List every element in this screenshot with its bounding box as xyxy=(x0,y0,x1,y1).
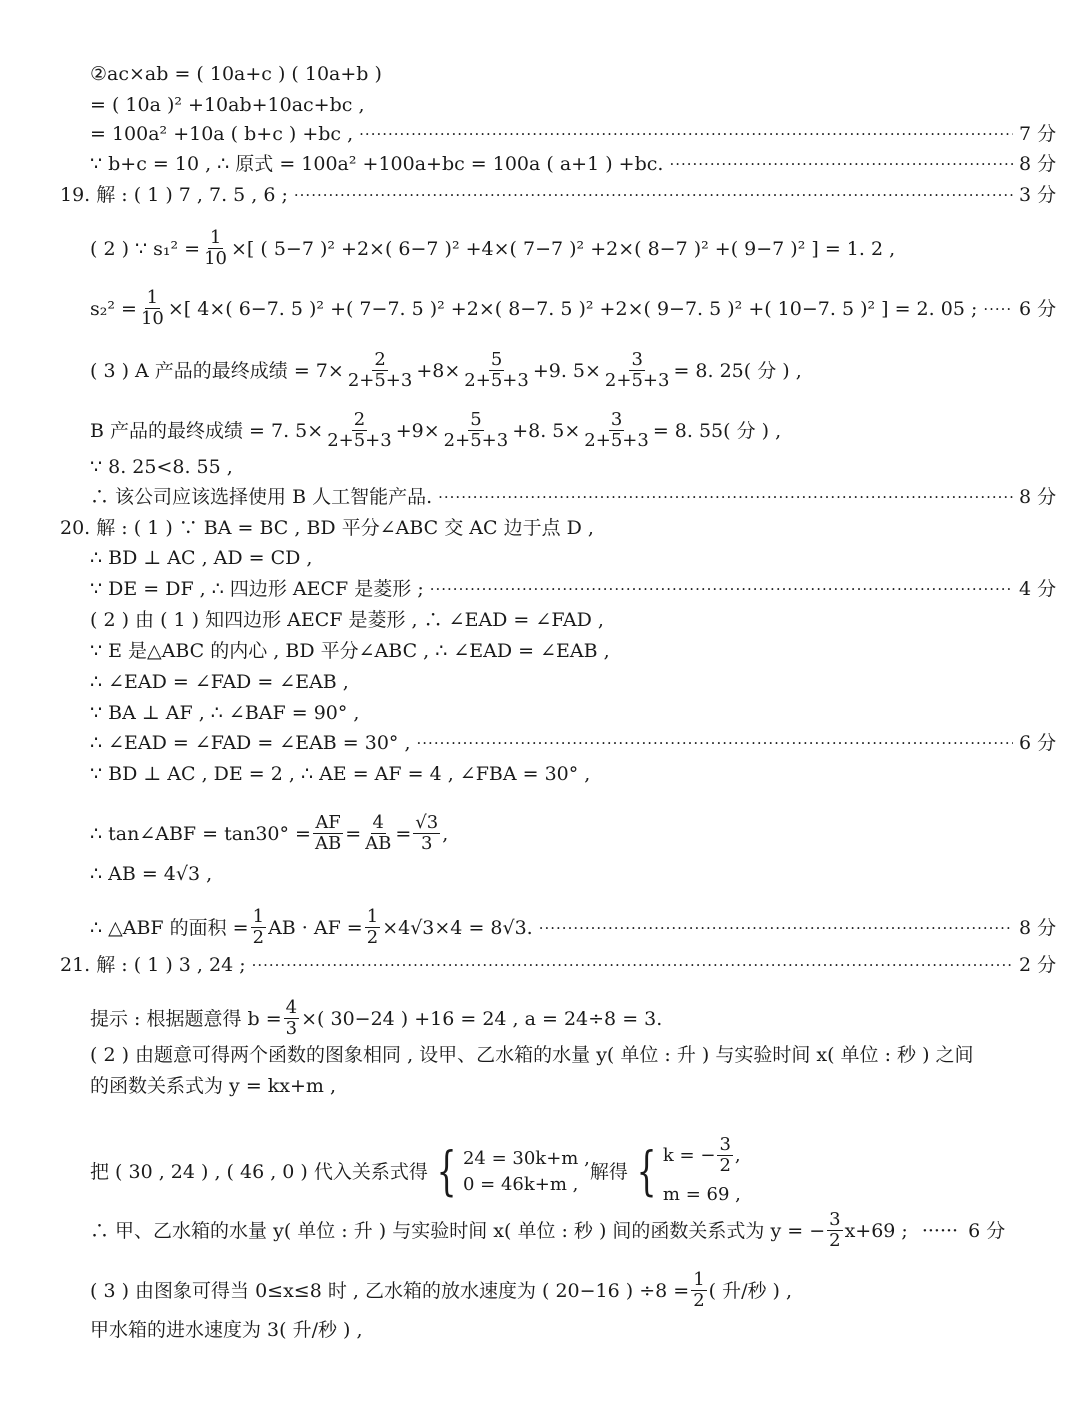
denominator: 2 xyxy=(693,1290,705,1311)
line-text: ∵ BD ⊥ AC , DE = 2 , ∴ AE = AF = 4 , ∠FBA = 30° , xyxy=(90,763,591,785)
solution-line xyxy=(0,410,1079,451)
fraction xyxy=(346,350,415,391)
denominator: AB xyxy=(365,833,392,854)
fraction xyxy=(313,813,343,854)
leader-dots xyxy=(669,152,1013,176)
line-text: , xyxy=(442,822,449,845)
line-text: 甲水箱的进水速度为 3( 升/秒 ) , xyxy=(90,1319,363,1341)
denominator: 2+5+3 xyxy=(443,430,509,451)
system-rows xyxy=(463,1146,590,1198)
fraction xyxy=(462,350,531,391)
numerator: 4 xyxy=(285,997,298,1018)
left-brace: { xyxy=(436,1141,457,1202)
line-text: ∴ 该公司应该选择使用 B 人工智能产品. xyxy=(90,486,433,508)
solution-line xyxy=(0,639,1079,663)
equation-text: k = − xyxy=(662,1144,716,1166)
solution-line xyxy=(0,1135,1079,1208)
line-text: +8. 5× xyxy=(512,419,581,442)
solution-line xyxy=(0,1074,1079,1098)
denominator: 2+5+3 xyxy=(347,370,413,391)
solution-line xyxy=(0,546,1079,570)
line-text: ( 3 ) 由图象可得当 0≤x≤8 时 , 乙水箱的放水速度为 ( 20−16 ) ÷8 = xyxy=(90,1279,690,1302)
line-text: 19. 解 : ( 1 ) 7 , 7. 5 , 6 ; xyxy=(60,184,288,206)
solution-line xyxy=(0,1210,1079,1251)
line-text: ∵ DE = DF , ∴ 四边形 AECF 是菱形 ; xyxy=(90,578,424,600)
line-text: = xyxy=(345,822,362,845)
fraction xyxy=(717,1135,732,1176)
solution-line xyxy=(0,1043,1079,1067)
solution-line xyxy=(0,485,1079,509)
leader-dots xyxy=(252,953,1013,977)
line-text: AB · AF = xyxy=(268,916,363,939)
system-rows xyxy=(663,1135,741,1208)
line-text: ×( 30−24 ) +16 = 24 , a = 24÷8 = 3. xyxy=(301,1007,663,1030)
numerator: 1 xyxy=(366,906,379,927)
solution-line xyxy=(0,701,1079,725)
score-label: 8 分 xyxy=(1019,153,1057,175)
score-label: 6 分 xyxy=(1019,297,1057,320)
solution-line xyxy=(0,862,1079,886)
solution-line xyxy=(0,907,1079,948)
score-label: 7 分 xyxy=(1019,123,1057,145)
solution-line xyxy=(0,350,1079,391)
line-text: ×4√3×4 = 8√3. xyxy=(382,916,533,939)
line-text: ( 2 ) 由题意可得两个函数的图象相同 , 设甲、乙水箱的水量 y( 单位 : 升 ) 与实验时间 x( 单位 : 秒 ) 之间 xyxy=(90,1044,974,1066)
numerator: 1 xyxy=(209,227,222,248)
line-text: +8× xyxy=(416,359,461,382)
solution-line xyxy=(0,762,1079,786)
fraction xyxy=(202,228,229,269)
line-text: 提示 : 根据题意得 b = xyxy=(90,1007,282,1030)
line-text: ∵ E 是△ABC 的内心 , BD 平分∠ABC , ∴ ∠EAD = ∠EAB , xyxy=(90,640,610,662)
score-label: 8 分 xyxy=(1019,486,1057,508)
left-brace: { xyxy=(636,1141,657,1202)
equation-row: m = 69 , xyxy=(662,1184,741,1205)
solution-line xyxy=(0,670,1079,694)
solution-line xyxy=(0,183,1079,207)
score-label: 8 分 xyxy=(1019,916,1057,939)
equation-row xyxy=(663,1135,741,1176)
score-label: 6 分 xyxy=(968,1219,1006,1242)
line-text: ∴ ∠EAD = ∠FAD = ∠EAB = 30° , xyxy=(90,732,411,754)
line-text: = 8. 25( 分 ) , xyxy=(673,359,802,382)
solution-line xyxy=(0,608,1079,632)
score-label: 6 分 xyxy=(1019,732,1057,754)
fraction xyxy=(325,410,394,451)
solution-line xyxy=(0,813,1079,854)
numerator: 5 xyxy=(470,409,482,430)
leader-dots xyxy=(359,122,1013,146)
line-text: = xyxy=(395,822,412,845)
denominator: 10 xyxy=(140,308,164,329)
fraction xyxy=(603,350,672,391)
denominator: 2+5+3 xyxy=(604,370,670,391)
solution-line xyxy=(0,228,1079,269)
equation-row: 24 = 30k+m , xyxy=(462,1147,590,1169)
line-text: +9× xyxy=(395,419,440,442)
solution-line xyxy=(0,93,1079,117)
solution-line xyxy=(0,455,1079,479)
line-text: ∴ ∠EAD = ∠FAD = ∠EAB , xyxy=(90,671,349,693)
fraction xyxy=(363,813,393,854)
line-text: 把 ( 30 , 24 ) , ( 46 , 0 ) 代入关系式得 xyxy=(90,1160,428,1183)
denominator: AB xyxy=(314,833,342,854)
solution-line xyxy=(0,62,1079,86)
numerator: 3 xyxy=(610,409,623,430)
leader-dots xyxy=(430,577,1013,601)
fraction xyxy=(139,288,166,329)
denominator: 2 xyxy=(719,1155,731,1176)
fraction xyxy=(413,813,440,854)
numerator: 5 xyxy=(490,349,503,370)
line-text: 20. 解 : ( 1 ) ∵ BA = BC , BD 平分∠ABC 交 AC 边于点 D , xyxy=(60,517,594,539)
line-text: B 产品的最终成绩 = 7. 5× xyxy=(90,419,324,442)
leader-dots xyxy=(294,183,1013,207)
line-text: ( 2 ) ∵ s₁² = xyxy=(90,237,201,260)
fraction xyxy=(827,1210,842,1251)
denominator: 2 xyxy=(829,1230,841,1251)
line-text: ×[ 4×( 6−7. 5 )² +( 7−7. 5 )² +2×( 8−7. 5 )² +2×( 9−7. 5 )² +( 10−7. 5 )² ] = 2. 05 ; xyxy=(167,297,978,320)
line-text: ∴ 甲、乙水箱的水量 y( 单位 : 升 ) 与实验时间 x( 单位 : 秒 ) 间的函数关系式为 y = − xyxy=(90,1219,826,1242)
line-text: ∵ b+c = 10 , ∴ 原式 = 100a² +100a+bc = 100a ( a+1 ) +bc. xyxy=(90,153,664,175)
solution-line xyxy=(0,288,1079,329)
denominator: 2+5+3 xyxy=(327,430,392,451)
line-text: ∵ BA ⊥ AF , ∴ ∠BAF = 90° , xyxy=(90,702,360,724)
numerator: 4 xyxy=(372,812,384,833)
denominator: 3 xyxy=(285,1018,298,1039)
line-text: 解得 xyxy=(589,1160,628,1183)
fraction xyxy=(582,410,651,451)
line-text: ∴ △ABF 的面积 = xyxy=(90,916,249,939)
numerator: 1 xyxy=(146,287,159,308)
equation-row: 0 = 46k+m , xyxy=(462,1173,579,1195)
solution-line xyxy=(0,1270,1079,1311)
score-label: 4 分 xyxy=(1019,578,1057,600)
line-text: ∴ AB = 4√3 , xyxy=(90,863,213,885)
line-text: ( 3 ) A 产品的最终成绩 = 7× xyxy=(90,359,344,382)
line-text: s₂² = xyxy=(90,297,137,320)
line-text: = 100a² +10a ( b+c ) +bc , xyxy=(90,123,354,145)
equation-system xyxy=(430,1141,590,1202)
numerator: 1 xyxy=(693,1269,705,1290)
score-label: 2 分 xyxy=(1019,954,1057,976)
line-text: ∵ 8. 25<8. 55 , xyxy=(90,456,233,478)
line-text: = ( 10a )² +10ab+10ac+bc , xyxy=(90,94,365,116)
line-text: x+69 ; xyxy=(844,1219,908,1242)
fraction xyxy=(284,998,299,1039)
solution-line xyxy=(0,953,1079,977)
line-text: +9. 5× xyxy=(532,359,601,382)
score-label: 3 分 xyxy=(1019,184,1057,206)
line-text: = 8. 55( 分 ) , xyxy=(652,419,782,442)
denominator: 3 xyxy=(421,833,433,854)
fraction xyxy=(251,907,266,948)
line-text: ②ac×ab = ( 10a+c ) ( 10a+b ) xyxy=(90,63,382,85)
fraction xyxy=(442,410,511,451)
line-text: ( 2 ) 由 ( 1 ) 知四边形 AECF 是菱形 , ∴ ∠EAD = ∠FAD , xyxy=(90,609,604,631)
numerator: 2 xyxy=(353,409,366,430)
line-text: ∴ tan∠ABF = tan30° = xyxy=(90,822,311,845)
denominator: 2 xyxy=(366,927,379,948)
line-text: 的函数关系式为 y = kx+m , xyxy=(90,1075,337,1097)
leader-dots xyxy=(417,731,1013,755)
solution-line xyxy=(0,998,1079,1039)
fraction xyxy=(365,907,380,948)
denominator: 10 xyxy=(204,248,228,269)
solution-line xyxy=(0,577,1079,601)
solution-line xyxy=(0,516,1079,540)
equation-text: , xyxy=(734,1144,741,1166)
numerator: 3 xyxy=(829,1209,841,1230)
leader-dots xyxy=(983,297,1013,321)
leader-dots: ······ xyxy=(921,1219,959,1242)
denominator: 2 xyxy=(252,927,265,948)
solution-line xyxy=(0,731,1079,755)
numerator: 1 xyxy=(252,906,265,927)
line-text: 21. 解 : ( 1 ) 3 , 24 ; xyxy=(60,954,246,976)
numerator: 3 xyxy=(719,1134,731,1155)
leader-dots xyxy=(438,485,1013,509)
numerator: 2 xyxy=(374,349,386,370)
numerator: AF xyxy=(315,812,341,833)
line-text: ×[ ( 5−7 )² +2×( 6−7 )² +4×( 7−7 )² +2×( 8−7 )² +( 9−7 )² ] = 1. 2 , xyxy=(231,237,896,260)
denominator: 2+5+3 xyxy=(464,370,529,391)
fraction xyxy=(691,1270,706,1311)
solution-line xyxy=(0,122,1079,146)
denominator: 2+5+3 xyxy=(584,430,649,451)
solution-line xyxy=(0,152,1079,176)
line-text: ∴ BD ⊥ AC , AD = CD , xyxy=(90,547,313,569)
solution-system xyxy=(630,1135,741,1208)
solution-line xyxy=(0,1318,1079,1342)
line-text: ( 升/秒 ) , xyxy=(708,1279,793,1302)
numerator: √3 xyxy=(415,812,439,833)
numerator: 3 xyxy=(631,349,643,370)
leader-dots xyxy=(539,916,1013,940)
